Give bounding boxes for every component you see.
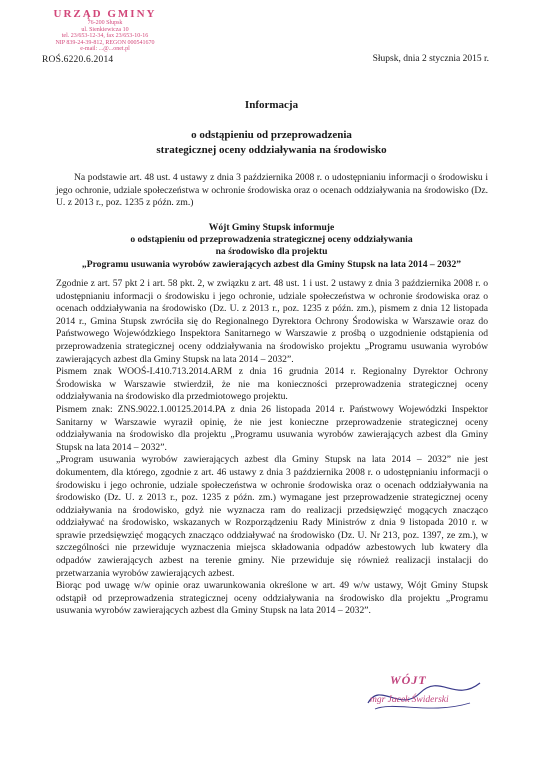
place-and-date: Słupsk, dnia 2 stycznia 2015 r. bbox=[372, 54, 489, 64]
body-paragraph: Pismem znak WOOŚ-I.410.713.2014.ARM z dnia 16 grudnia 2014 r. Regionalny Dyrektor Ochrony Środowiska w Warszawie stwierdził, że nie ma konieczności przeprowadzenia strategicznej oceny oddziaływania na środowisko dla przedmiotowego projektu. bbox=[56, 366, 488, 403]
signature-stamp bbox=[360, 673, 490, 723]
stamp-title: URZĄD GMINY bbox=[53, 8, 157, 20]
body-paragraph: Pismem znak: ZNS.9022.1.00125.2014.PA z dnia 26 listopada 2014 r. Państwowy Wojewódzki Inspektor Sanitarny w Warszawie wyraził opinię, że nie jest konieczne przeprowadzenie strategicznej oceny oddziaływania na środowisko dla projektu „Programu usuwania wyrobów zawierających azbest dla Gminy Stupsk na lata 2014 – 2032”. bbox=[56, 403, 488, 453]
reference-number: ROŚ.6220.6.2014 bbox=[42, 55, 114, 65]
stamp-line: tel. 23/653-12-34, fax 23/653-10-16 bbox=[61, 33, 149, 40]
body-text bbox=[56, 278, 488, 618]
document-subtitle bbox=[0, 128, 543, 158]
subtitle-line: strategicznej oceny oddziaływania na środowisko bbox=[156, 144, 387, 156]
legal-basis-paragraph: Na podstawie art. 48 ust. 4 ustawy z dnia 3 października 2008 r. o udostępnianiu informacji o środowisku i jego ochronie, udziale społeczeństwa w ochronie środowiska oraz o ocenach oddziaływania na środowisko (Dz. U. z 2013 r., poz. 1235 z późn. zm.) bbox=[56, 172, 488, 209]
stamp-line: ul. Sienkiewicza 10 bbox=[81, 26, 129, 33]
body-paragraph: Zgodnie z art. 57 pkt 2 i art. 58 pkt. 2, w związku z art. 48 ust. 1 i ust. 2 ustawy z dnia 3 października 2008 r. o udostępnianiu informacji o środowisku i jego ochronie, udziale społeczeństwa w ochronie środowiska oraz o ocenach oddziaływania na środowisko (Dz. U. z 2013 r., poz. 1235 z późn. zm.), pismem z dnia 12 listopada 2014 r., Gmina Stupsk zwróciła się do Regionalnego Dyrektora Ochrony Środowiska w Warszawie oraz do Państwowego Wojewódzkiego Inspektora Sanitarnego w Warszawie z prośbą o uzgodnienie odstąpienia od przeprowadzenia strategicznej oceny oddziaływania na środowisko projektu „Programu usuwania wyrobów zawierających azbest dla Gminy Stupsk na lata 2014 – 2032”. bbox=[56, 278, 488, 365]
announcement-heading bbox=[0, 222, 543, 271]
body-paragraph: „Program usuwania wyrobów zawierających azbest dla Gminy Stupsk na lata 2014 – 2032” nie jest dokumentem, dla którego, zgodnie z art. 46 ustawy z dnia 3 października 2008 r. o udostępnianiu informacji o środowisku i jego ochronie, udziale społeczeństwa w ochronie środowiska oraz o ocenach oddziaływania na środowisko (Dz. U. z 2013 r., poz. 1235 z późn. zm.) wymagane jest przeprowadzenie strategicznej oceny oddziaływania na środowisko, gdyż nie wyznacza ram do realizacji przedsięwzięć mogących znacząco oddziaływać na środowisko, wskazanych w Rozporządzeniu Rady Ministrów z dnia 9 listopada 2010 r. w sprawie przedsięwzięć mogących znacząco oddziaływać na środowisko (Dz. U. Nr 213, poz. 1397, ze zm.), w szczególności nie przewiduje wyznaczenia miejsca składowania odpadów azbestowych lub kwatery dla odpadów zawierających azbest na terenie gminy. Nie przewiduje się również realizacji instalacji do przetwarzania wyrobów zawierających azbest. bbox=[56, 454, 488, 579]
announcement-line: o odstąpieniu od przeprowadzenia strategicznej oceny oddziaływania bbox=[130, 234, 413, 246]
body-paragraph: Biorąc pod uwagę w/w opinie oraz uwarunkowania określone w art. 49 w/w ustawy, Wójt Gminy Stupsk odstąpił od przeprowadzenia strategicznej oceny oddziaływania na środowisko dla projektu „Programu usuwania wyrobów zawierających azbest dla Gminy Stupsk na lata 2014 – 2032”. bbox=[56, 580, 488, 617]
signature-role: WÓJT bbox=[390, 673, 427, 687]
announcement-line: Wójt Gminy Stupsk informuje bbox=[208, 222, 335, 233]
announcement-line: na środowisko dla projektu bbox=[215, 246, 328, 258]
stamp-line: NIP 839-24-39-812, REGON 000541670 bbox=[55, 39, 155, 46]
stamp-line: 76-200 Słupsk bbox=[87, 20, 123, 27]
subtitle-line: o odstąpieniu od przeprowadzenia bbox=[191, 129, 352, 141]
document-title: Informacja bbox=[244, 99, 299, 111]
announcement-line: „Programu usuwania wyrobów zawierających azbest dla Gminy Stupsk na lata 2014 – 2032” bbox=[81, 258, 462, 270]
signature-name: mgr Jacek Świderski bbox=[370, 695, 449, 705]
stamp-line: e-mail: ...@...onet.pl bbox=[80, 46, 130, 53]
